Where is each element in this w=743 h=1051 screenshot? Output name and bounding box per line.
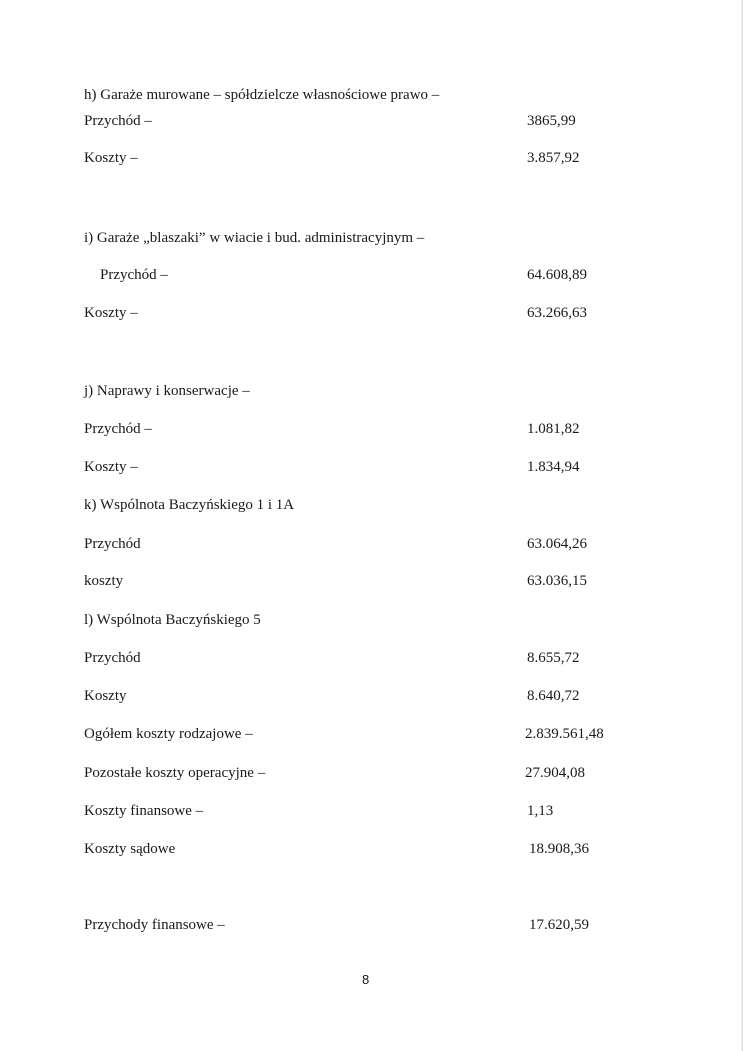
other-operating-costs-label: Pozostałe koszty operacyjne – — [84, 765, 266, 781]
section-h-income-value: 3865,99 — [527, 113, 576, 129]
section-k-costs-value: 63.036,15 — [527, 573, 587, 589]
section-l-income-value: 8.655,72 — [527, 650, 580, 666]
generic-costs-label: Ogółem koszty rodzajowe – — [84, 726, 253, 742]
section-l-income-label: Przychód — [84, 650, 141, 666]
section-i-costs-label: Koszty – — [84, 305, 138, 321]
financial-costs-label: Koszty finansowe – — [84, 803, 204, 819]
financial-income-label: Przychody finansowe – — [84, 917, 225, 933]
section-j-heading: j) Naprawy i konserwacje – — [84, 383, 250, 399]
section-h-costs-value: 3.857,92 — [527, 150, 580, 166]
section-h-costs-label: Koszty – — [84, 150, 138, 166]
section-l-costs-label: Koszty — [84, 688, 127, 704]
financial-costs-value: 1,13 — [527, 803, 554, 819]
section-j-income-label: Przychód – — [84, 421, 152, 437]
section-j-costs-value: 1.834,94 — [527, 459, 580, 475]
section-j-income-value: 1.081,82 — [527, 421, 580, 437]
other-operating-costs-value: 27.904,08 — [525, 765, 585, 781]
section-l-costs-value: 8.640,72 — [527, 688, 580, 704]
section-i-heading: i) Garaże „blaszaki” w wiacie i bud. administracyjnym – — [84, 230, 425, 246]
section-k-income-value: 63.064,26 — [527, 536, 587, 552]
section-k-heading: k) Wspólnota Baczyńskiego 1 i 1A — [84, 497, 295, 513]
court-costs-value: 18.908,36 — [529, 841, 589, 857]
financial-income-value: 17.620,59 — [529, 917, 589, 933]
section-j-costs-label: Koszty – — [84, 459, 138, 475]
section-h-heading: h) Garaże murowane – spółdzielcze własnościowe prawo – — [84, 87, 440, 103]
section-h-income-label: Przychód – — [84, 113, 152, 129]
section-k-costs-label: koszty — [84, 573, 124, 589]
section-i-costs-value: 63.266,63 — [527, 305, 587, 321]
generic-costs-value: 2.839.561,48 — [525, 726, 604, 742]
section-i-income-value: 64.608,89 — [527, 267, 587, 283]
section-i-income-label: Przychód – — [100, 267, 168, 283]
page-number: 8 — [362, 972, 370, 987]
section-l-heading: l) Wspólnota Baczyńskiego 5 — [84, 612, 261, 628]
section-k-income-label: Przychód — [84, 536, 141, 552]
court-costs-label: Koszty sądowe — [84, 841, 176, 857]
